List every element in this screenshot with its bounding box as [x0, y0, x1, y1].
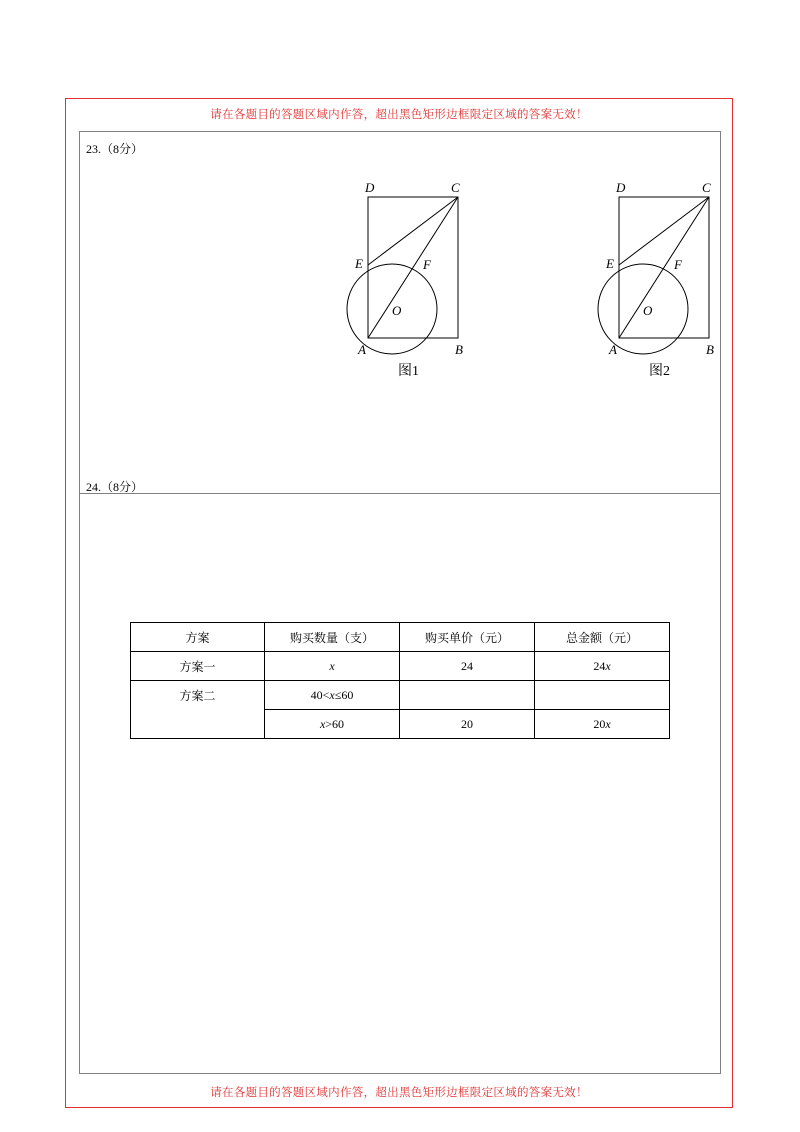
var-x: x: [605, 658, 611, 673]
point-c-label: C: [451, 180, 460, 195]
question-23-label: 23.（8分）: [86, 142, 144, 156]
plan-one-quantity: [265, 652, 400, 681]
header-unit-price: 购买单价（元）: [400, 623, 535, 652]
plan-two-name: 方案二: [131, 681, 265, 739]
total-number: 24: [593, 658, 606, 673]
total-number: 20: [593, 716, 606, 731]
plan-two-price-2: 20: [400, 710, 535, 739]
point-b-label: B: [455, 342, 463, 357]
point-c-label: C: [702, 180, 711, 195]
notice-top: 请在各题目的答题区域内作答，超出黑色矩形边框限定区域的答案无效！: [210, 109, 588, 121]
table-row: [131, 681, 670, 710]
point-d-label: D: [616, 180, 626, 195]
plan-one-name: 方案一: [131, 652, 265, 681]
figure-1: [343, 175, 483, 385]
table-row: [131, 652, 670, 681]
var-x: x: [329, 658, 335, 673]
figure-2-svg: [594, 175, 734, 385]
question-24-label: 24.（8分）: [86, 480, 144, 494]
notice-bottom: 请在各题目的答题区域内作答，超出黑色矩形边框限定区域的答案无效！: [210, 1087, 588, 1099]
var-x: x: [329, 687, 335, 702]
figure-2: [594, 175, 734, 385]
plan-two-quantity-range-1: 40<x≤60: [265, 681, 400, 710]
plan-two-total-1[interactable]: [535, 681, 670, 710]
point-f-label: F: [423, 257, 431, 272]
figure-2-caption: 图2: [649, 364, 670, 379]
point-a-label: A: [358, 342, 366, 357]
segment-ac: [619, 197, 709, 338]
point-d-label: D: [365, 180, 375, 195]
var-x: x: [605, 716, 611, 731]
figure-1-svg: [343, 175, 483, 385]
segment-ac: [368, 197, 458, 338]
plan-one-total: [535, 652, 670, 681]
point-f-label: F: [674, 257, 682, 272]
table-header-row: [131, 623, 670, 652]
point-a-label: A: [609, 342, 617, 357]
segment-ec: [368, 197, 458, 265]
point-b-label: B: [706, 342, 714, 357]
point-o-label: O: [392, 303, 402, 318]
figure-1-caption: 图1: [398, 364, 419, 379]
plan-two-quantity-range-2: x>60: [265, 710, 400, 739]
plan-two-price-1[interactable]: [400, 681, 535, 710]
question-divider: [79, 493, 721, 494]
purchase-plan-table: [130, 622, 670, 739]
header-quantity: 购买数量（支）: [265, 623, 400, 652]
header-plan: 方案: [131, 623, 265, 652]
plan-one-price: 24: [400, 652, 535, 681]
point-e-label: E: [606, 256, 614, 271]
plan-two-total-2: [535, 710, 670, 739]
header-total: 总金额（元）: [535, 623, 670, 652]
point-o-label: O: [643, 303, 653, 318]
var-x: x: [319, 716, 326, 731]
point-e-label: E: [355, 256, 363, 271]
segment-ec: [619, 197, 709, 265]
